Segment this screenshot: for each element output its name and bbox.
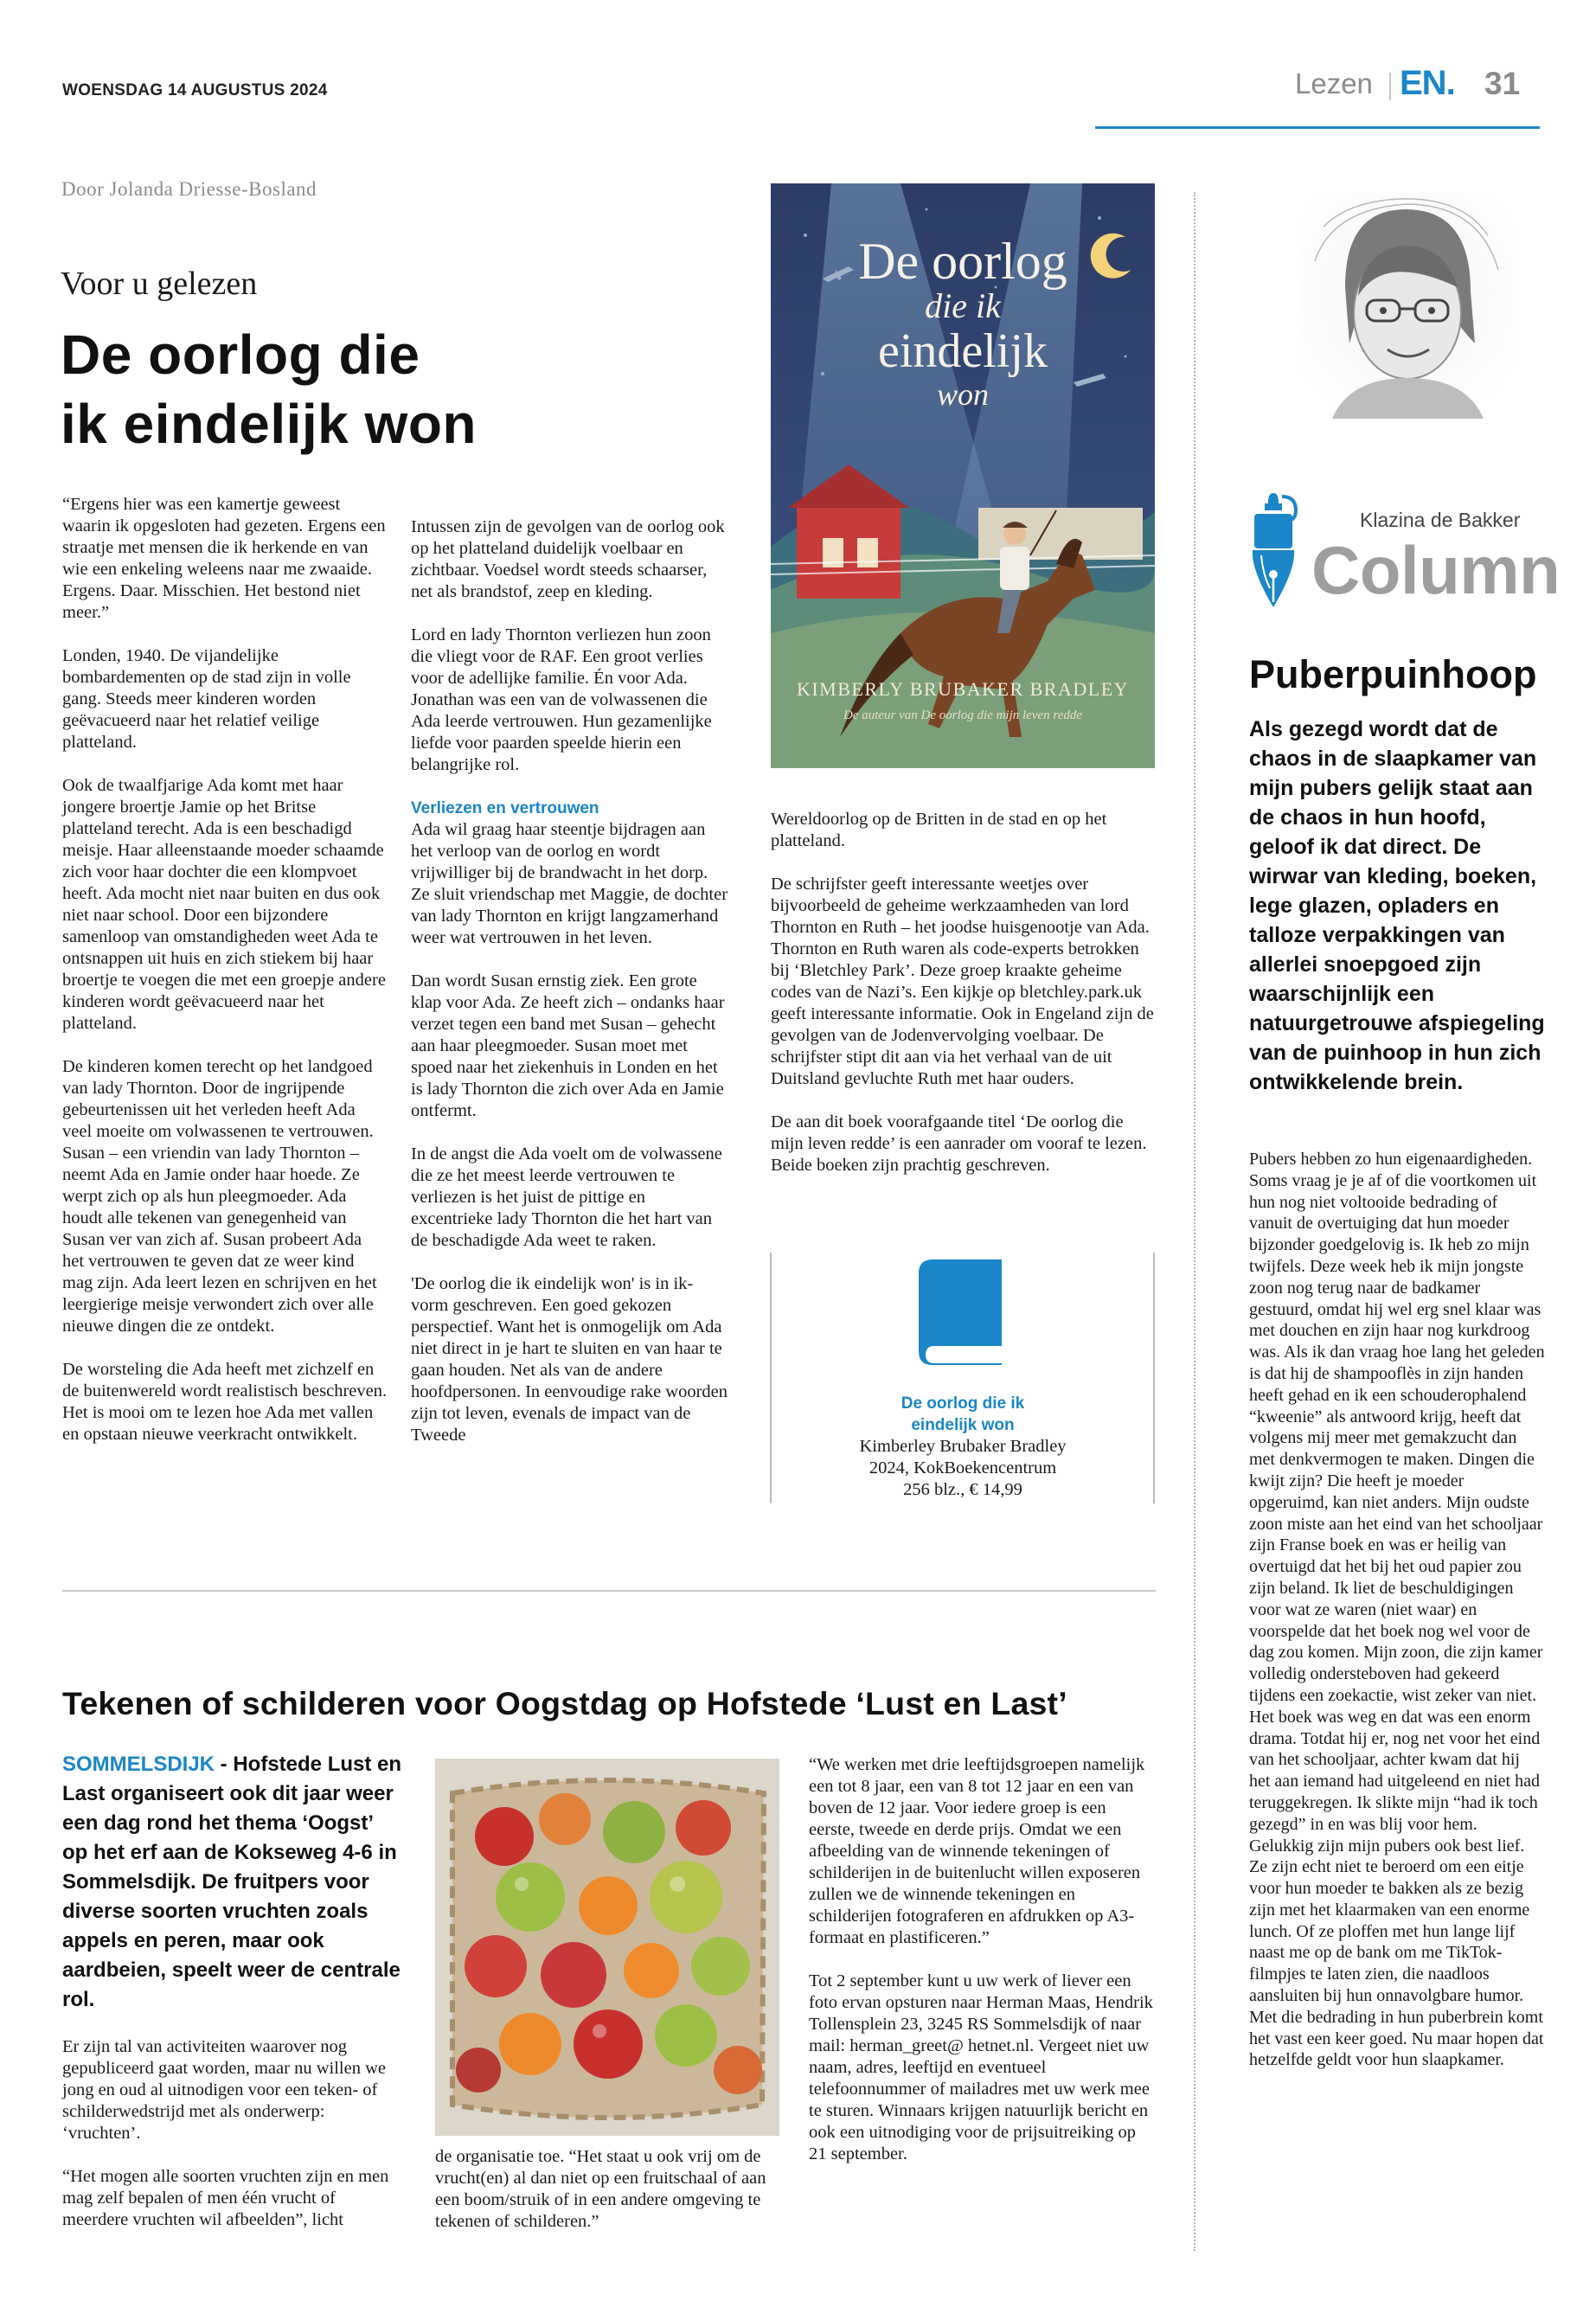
- review-paragraph: Lord en lady Thornton verliezen hun zoon die vliegt voor de RAF. Een groot verlies voor de adellijke familie. Én voor Ada. Jonathan was een van de volwassenen die Ada leerde vertrouwen. Hun gezamenlijke liefde voor paarden speelde hierin een belangrijke rol.: [411, 625, 712, 774]
- article2-lead: [62, 1750, 403, 2015]
- page-number: 31: [1484, 66, 1521, 101]
- article2-column-3: [809, 1754, 1155, 2187]
- section-divider: [62, 1590, 1156, 1592]
- article2-paragraph: “We werken met drie leeftijdsgroepen namelijk een tot 8 jaar, een van 8 tot 12 jaar en een van boven de 12 jaar. Voor iedere groep is een eerste, tweede en derde prijs. Omdat we een afbeelding van de winnende tekeningen of schilderijen in de buitenlucht willen exposeren zullen we de winnende tekeningen en schilderijen fotograferen en afdrukken op A3-formaat en plastificeren.”: [809, 1755, 1145, 1947]
- book-icon: [919, 1259, 1007, 1369]
- header-date: WOENSDAG 14 AUGUSTUS 2024: [62, 81, 328, 99]
- cover-tagline: De auteur van De oorlog die mijn leven redde: [843, 708, 1083, 722]
- review-paragraph: De schrijfster geeft interessante weetjes over bijvoorbeeld de geheime werkzaamheden van lord Thornton en Ruth – het joodse huisgenootje van Ada. Thornton en Ruth waren als code-experts betrokken bij ‘Bletchley Park’. Deze groep kraakte geheime codes van de Nazi’s. Een kijkje op bletchley.park.uk geeft interessante informatie. Ook in Engeland zijn de gevolgen van de Jodenvervolging voelbaar. De schrijfster stipt dit aan via het verhaal van de uit Duitsland gevluchte Ruth met haar ouders.: [771, 875, 1154, 1088]
- review-paragraph: Wereldoorlog op de Britten in de stad en op het platteland.: [771, 810, 1107, 850]
- byline: Door Jolanda Driesse-Bosland: [61, 178, 317, 200]
- en-logo: EN.: [1400, 64, 1455, 102]
- article2-dateline: SOMMELSDIJK: [62, 1753, 215, 1776]
- column-body: Pubers hebben zo hun eigenaardigheden. Soms vraag je je af of die voortkomen uit hun nog niet voltooide bedrading of vanuit de overtuiging dat hun moeder bijzonder goedgelovig is. Ik heb zo mijn twijfels. Deze week heb ik mijn jongste zoon nog terug naar de badkamer gestuurd, omdat hij wel erg snel klaar was met douchen en zijn haar nog kurkdroog was. Als ik dan vraag hoe lang het geleden is dat hij de shampooflès in zijn handen heeft gehad en ik een schouderophalend “kweenie” als antwoord krijg, heeft dat volgens mij meer met gemakzucht dan met denkvermogen te maken. Dingen die kwijt zijn? Die heeft je moeder opgeruimd, kan niet anders. Mijn oudste zoon miste aan het eind van het schooljaar zijn Franse boek en was er heilig van overtuigd dat het bij het oud papier zou zijn beland. Ik liet de beschuldigingen voor wat ze waren (niet waar) en voorspelde dat het boek nog wel voor de dag zou komen. Mijn zoon, die zijn kamer volledig ondersteboven had gekeerd tijdens een zoekactie, wist zeker van niet. Het boek was weg en dat was een enorm drama. Totdat hij er, nog net voor het eind van het schooljaar, achter kwam dat hij het aan iemand had uitgeleend en niet had teruggekregen. Ik slikte mijn “had ik toch gezegd” in en was blij voor hem. Gelukkig zijn mijn pubers ook best lief. Ze zijn echt niet te beroerd om een eitje voor hun moeder te bakken als ze bezig zijn met het klaarmaken van een enorme lunch. Of ze ploffen met hun lange lijf naast me op de bank om me TikTok-filmpjes te laten zien, die naadloos aansluiten bij hun onnavolgbare humor. Met die bedrading in hun puberbrein komt het vast een keer goed. Nu maar hopen dat hetzelfde geldt voor hun slaapkamer.: [1249, 1150, 1545, 2070]
- cover-author: KIMBERLY BRUBAKER BRADLEY: [796, 678, 1130, 700]
- column-lead: Als gezegd wordt dat de chaos in de slaapkamer van mijn pubers gelijk staat aan de chaos in hun hoofd, geloof ik dat direct. De wirwar van kleding, boeken, lege glazen, opladers en talloze verpakkingen van allerlei snoepgoed zijn waarschijnlijk een natuurgetrouwe afspiegeling van de puinhoop in hun zich ontwikkelende brein.: [1249, 717, 1545, 1094]
- header-divider: [1389, 73, 1391, 100]
- review-paragraph: De aan dit boek voorafgaande titel ‘De oorlog die mijn leven redde’ is een aanrader om vooraf te lezen. Beide boeken zijn prachtig geschreven.: [771, 1112, 1147, 1175]
- review-paragraph: De kinderen komen terecht op het landgoed van lady Thornton. Door de ingrijpende gebeurtenissen uit het verleden heeft Ada veel moeite om volwassenen te vertrouwen. Susan – een vriendin van lady Thornton – neemt Ada en Jamie onder haar hoede. Ze werpt zich op als hun pleegmoeder. Ada houdt alle tekenen van genegenheid van Susan ver van zich af. Susan probeert Ada het vertrouwen te geven dat ze weer kind mag zijn. Ada leert lezen en schrijven en het leergierige meisje verwondert zich over alle nieuwe dingen die ze ontdekt.: [62, 1057, 377, 1336]
- infobox-details: [804, 1436, 1121, 1501]
- cover-title-line-4: won: [936, 377, 989, 412]
- cover-title-line-1: De oorlog: [858, 233, 1067, 290]
- infobox-border-right: [1153, 1253, 1155, 1503]
- subheading: Verliezen en vertrouwen: [411, 799, 599, 817]
- cover-title-line-2: die ik: [925, 286, 1001, 325]
- section-label: Lezen: [1295, 67, 1373, 99]
- title-line-1: De oorlog die: [61, 324, 420, 386]
- article2-paragraph: Tot 2 september kunt u uw werk of liever een foto ervan opsturen naar Herman Maas, Hendrik Tollensplein 23, 3245 RS Sommelsdijk of naar mail: herman_greet@ hetnet.nl. Vergeet niet uw naam, adres, leeftijd en eventueel telefoonnummer of mailadres met uw werk mee te sturen. Winnaars krijgen natuurlijk bericht en ook een uitnodiging voor de prijsuitreiking op 21 september.: [809, 1971, 1153, 2163]
- article2-column-2: de organisatie toe. “Het staat u ook vrij om de vrucht(en) al dan niet op een fruitschaal of aan een boom/struik of in een andere omgeving te tekenen of schilderen.”: [435, 2147, 766, 2231]
- kicker: Voor u gelezen: [61, 266, 258, 302]
- review-column-2: [411, 516, 729, 1468]
- column-title: Puberpuinhoop: [1249, 652, 1537, 696]
- book-cover: [771, 183, 1155, 768]
- cover-title-line-3: eindelijk: [878, 324, 1048, 378]
- infobox-border-left: [770, 1253, 772, 1503]
- review-column-1: [62, 494, 388, 1467]
- title-line-2: ik eindelijk won: [61, 393, 477, 455]
- infobox-title: De oorlog die ik eindelijk won: [901, 1394, 1025, 1434]
- review-paragraph: Dan wordt Susan ernstig ziek. Een grote klap voor Ada. Ze heeft zich – ondanks haar verzet tegen een band met Susan – gehecht aan haar pleegmoeder. Susan moet met spoed naar het ziekenhuis in Londen en het is lady Thornton die zich over Ada en Jamie ontfermt.: [411, 971, 725, 1120]
- column-label: Column: [1311, 532, 1561, 608]
- review-paragraph: Ada wil graag haar steentje bijdragen aan het verloop van de oorlog en wordt vrijwilliger bij de brandwacht in het dorp. Ze sluit vriendschap met Maggie, de dochter van lady Thornton en krijgt langzamerhand weer wat vertrouwen in het leven.: [411, 820, 728, 947]
- review-paragraph: Ook de twaalfjarige Ada komt met haar jongere broertje Jamie op het Britse platteland terecht. Ada is een beschadigd meisje. Haar alleenstaande moeder schaamde zich voor haar dochter die een klompvoet heeft. Ada mocht niet naar buiten en dus ook niet naar school. Door een bijzondere samenloop van omstandigheden weet Ada te ontsnappen uit huis en zich stiekem bij haar broertje te voegen die met een groepje andere kinderen wordt geëvacueerd naar het platteland.: [62, 776, 386, 1033]
- review-paragraph: In de angst die Ada voelt om de volwassene die ze het meest leerde vertrouwen te verliezen is het juist de pittige en excentrieke lady Thornton die het hart van de beschadigde Ada weet te raken.: [411, 1144, 722, 1250]
- review-paragraph: Intussen zijn de gevolgen van de oorlog ook op het platteland duidelijk voelbaar en zichtbaar. Voedsel wordt steeds schaarser, net als brandstof, zeep en kleding.: [411, 517, 725, 601]
- article2-paragraph: “Het mogen alle soorten vruchten zijn en men mag zelf bepalen of men één vrucht of meerdere vruchten wil afbeelden”, licht: [62, 2167, 389, 2229]
- pen-icon: [1242, 491, 1304, 613]
- article2-title: Tekenen of schilderen voor Oogstdag op Hofstede ‘Lust en Last’: [62, 1685, 1067, 1721]
- infobox-price: 256 blz., € 14,99: [903, 1480, 1022, 1499]
- fruit-photo: [435, 1759, 779, 2136]
- column-author: Klazina de Bakker: [1360, 509, 1521, 531]
- infobox-publisher: 2024, KokBoekencentrum: [869, 1458, 1057, 1477]
- review-paragraph: “Ergens hier was een kamertje geweest waarin ik opgesloten had gezeten. Ergens een straatje met mensen die ik herkende en van wie een enkeling weleens naar me zwaaide. Ergens. Daar. Misschien. Het bestond niet meer.”: [62, 495, 386, 622]
- columnist-portrait: [1298, 192, 1514, 423]
- article-title: [61, 320, 477, 458]
- review-paragraph: 'De oorlog die ik eindelijk won' is in ik-vorm geschreven. Een goed gekozen perspectief. Want het is onmogelijk om Ada niet direct in je hart te sluiten en van haar te gaan houden. Net als van de andere hoofdpersonen. In eenvoudige rake woorden zijn tot leven, evenals de impact van de Tweede: [411, 1274, 728, 1445]
- review-paragraph: Londen, 1940. De vijandelijke bombardementen op de stad zijn in volle gang. Steeds meer kinderen worden geëvacueerd naar het relatief veilige platteland.: [62, 646, 351, 752]
- article2-paragraph: Er zijn tal van activiteiten waarover nog gepubliceerd gaat worden, maar nu willen we jong en oud al uitnodigen voor een teken- of schilderwedstrijd met als onderwerp: ‘vruchten’.: [62, 2037, 386, 2143]
- article2-lead-text: - Hofstede Lust en Last organiseert ook dit jaar weer een dag rond het thema ‘Oogst’ op het erf aan de Kokseweg 4-6 in Sommelsdijk. De fruitpers voor diverse soorten vruchten zoals appels en peren, maar ook aardbeien, speelt weer de centrale rol.: [62, 1753, 402, 2011]
- column-separator: [1194, 192, 1195, 2251]
- red-barn: [797, 503, 901, 599]
- review-paragraph: De worsteling die Ada heeft met zichzelf en de buitenwereld wordt realistisch beschreven. Het is mooi om te lezen hoe Ada met vallen en opstaan nieuwe veerkracht ontwikkelt.: [62, 1360, 388, 1444]
- infobox-author: Kimberley Brubaker Bradley: [859, 1437, 1067, 1456]
- header-rule: [1095, 126, 1540, 129]
- review-column-3: [771, 809, 1155, 1198]
- article2-column-1: [62, 2036, 403, 2253]
- cover-title: [771, 235, 1155, 410]
